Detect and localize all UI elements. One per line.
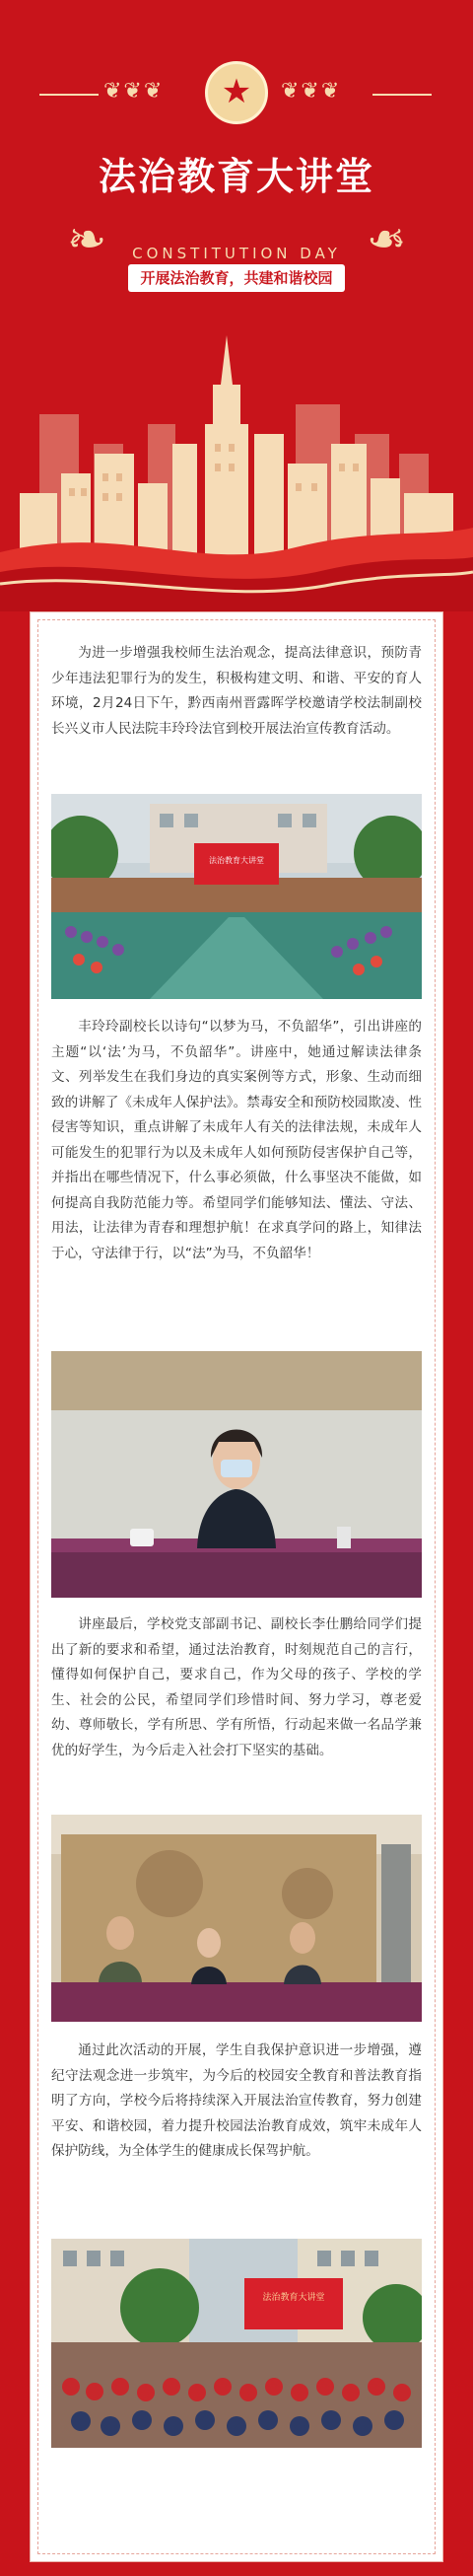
slogan-banner: 开展法治教育，共建和谐校园 — [128, 264, 345, 292]
laurel-left-icon: ❦❦❦ — [103, 79, 165, 104]
page-title: 法治教育大讲堂 — [98, 155, 374, 198]
divider-left — [39, 94, 99, 96]
photo-assembly-overview — [51, 794, 422, 999]
article-paragraph-3: 讲座最后，学校党支部副书记、副校长李仕鹏给同学们提出了新的要求和希望，通过法治教育，时刻规范自己的言行，懂得如何保护自己，要求自己，作为父母的孩子、学校的学生、社会的公民，希望同学们珍惜时间、努力学习，尊老爱幼、尊师敬长，学有所思、学有所悟，行动起来做一名品学兼优的好学生，为今后走入社会打下坚实的基础。 — [51, 1616, 422, 1758]
article-paragraph-1: 为进一步增强我校师生法治观念，提高法律意识，预防青少年违法犯罪行为的发生，积极构建文明、和谐、平安的育人环境，2月24日下午，黔西南州晋露晖学校邀请学校法制副校长兴义市人民法院丰玲玲法官到校开展法治宣传教育活动。 — [51, 645, 422, 737]
photo-speaker-judge — [51, 1351, 422, 1598]
wheat-left-icon: ❧ — [67, 212, 107, 267]
city-skyline-illustration — [0, 325, 473, 611]
divider-right — [372, 94, 432, 96]
stage-screen-text: 法治教育大讲堂 — [209, 856, 264, 865]
subtitle-english: CONSTITUTION DAY — [132, 245, 341, 262]
stage-screen-text-2: 法治教育大讲堂 — [262, 2293, 325, 2303]
wheat-right-icon: ❧ — [367, 212, 407, 267]
article-paragraph-2: 丰玲玲副校长以诗句“以梦为马，不负韶华”，引出讲座的主题“以‘法’为马，不负韶华”。讲座中，她通过解读法律条文、列举发生在我们身边的真实案例等方式，形象、生动而细致的讲解了《未成年人保护法》。禁毒安全和预防校园欺凌、性侵害等知识，重点讲解了未成年人有关的法律法规，未成年人可能发生的犯罪行为以及未成年人如何预防侵害保护自己等，并指出在哪些情况下，什么事必须做，什么事坚决不能做，如何提高自我防范能力等。希望同学们能够知法、懂法、守法、用法，让法律为青春和理想护航！在求真学问的路上，知律法于心，守法律于行，以“法”为马，不负韶华！ — [51, 1019, 422, 1261]
photo-student-audience — [51, 2239, 422, 2448]
emblem-star-icon: ★ — [205, 61, 268, 124]
laurel-right-icon: ❦❦❦ — [281, 79, 342, 104]
article-paragraph-4: 通过此次活动的开展，学生自我保护意识进一步增强，遵纪守法观念进一步筑牢，为今后的校园安全教育和普法教育指明了方向，学校今后将持续深入开展法治宣传教育，努力创建平安、和谐校园，着力提升校园法治教育成效，筑牢未成年人保护防线，为全体学生的健康成长保驾护航。 — [51, 2042, 422, 2159]
photo-head-table — [51, 1815, 422, 2022]
header — [0, 0, 473, 611]
